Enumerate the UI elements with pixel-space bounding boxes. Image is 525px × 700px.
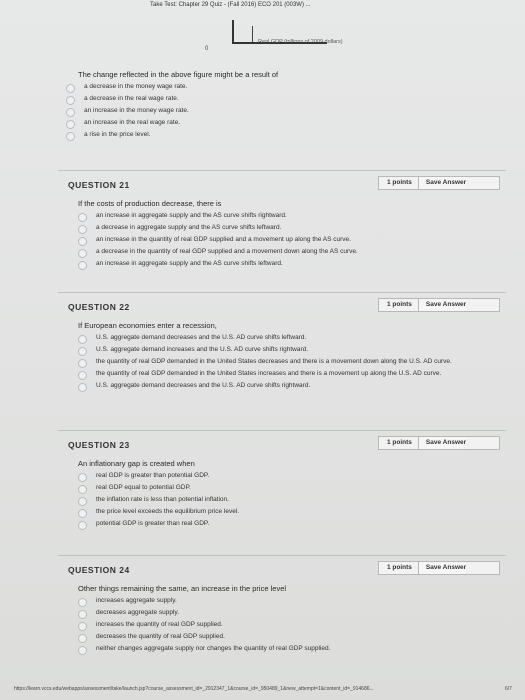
figure-y-axis [232, 20, 234, 42]
answer-option-label: real GDP is greater than potential GDP. [96, 472, 210, 479]
question-20-options [66, 83, 466, 141]
answer-options [78, 597, 506, 655]
answer-option-label: increases aggregate supply. [96, 597, 177, 604]
points-label: 1 points [379, 437, 419, 449]
answer-option[interactable] [78, 358, 506, 368]
answer-option[interactable] [78, 346, 506, 356]
question-text: An inflationary gap is created when [78, 459, 195, 468]
points-label: 1 points [379, 562, 419, 574]
answer-option-label: neither changes aggregate supply nor changes the quantity of real GDP supplied. [96, 645, 331, 652]
radio-button[interactable] [78, 509, 87, 518]
radio-button[interactable] [78, 371, 87, 380]
answer-option[interactable] [78, 496, 506, 506]
radio-button[interactable] [66, 120, 75, 129]
answer-option-label: an increase in aggregate supply and the AS curve shifts rightward. [96, 212, 287, 219]
question-24 [58, 555, 506, 657]
answer-option-label: U.S. aggregate demand decreases and the U.S. AD curve shifts leftward. [96, 334, 307, 341]
answer-option-label: a decrease in the quantity of real GDP supplied and a movement down along the AS curve. [96, 248, 358, 255]
answer-option[interactable] [78, 334, 506, 344]
page-header-title: Take Test: Chapter 29 Quiz - (Fall 2016) ECO 201 (003W) ... [150, 2, 311, 8]
question-text: If European economies enter a recession, [78, 321, 217, 330]
radio-button[interactable] [78, 359, 87, 368]
answer-option-label: U.S. aggregate demand decreases and the U.S. AD curve shifts rightward. [96, 382, 311, 389]
radio-button[interactable] [66, 108, 75, 117]
radio-button[interactable] [78, 485, 87, 494]
radio-button[interactable] [78, 213, 87, 222]
question-header [58, 556, 506, 578]
radio-button[interactable] [66, 132, 75, 141]
question-20-body [66, 70, 466, 143]
answer-option[interactable] [66, 83, 466, 93]
question-body [58, 453, 506, 530]
radio-button[interactable] [66, 84, 75, 93]
radio-button[interactable] [78, 622, 87, 631]
answer-option[interactable] [78, 520, 506, 530]
answer-option[interactable] [78, 645, 506, 655]
answer-option-label: a decrease in the real wage rate. [84, 95, 179, 102]
answer-option[interactable] [78, 382, 506, 392]
answer-options [78, 472, 506, 530]
question-number: QUESTION 24 [68, 565, 130, 575]
print-footer-url: https://learn.vccs.edu/webapps/assessment/take/launch.jsp?course_assessment_id=_2912347_1&course_id=_950489_1&new_attempt=1&content_id=_914686... [14, 686, 374, 692]
radio-button[interactable] [78, 473, 87, 482]
points-label: 1 points [379, 299, 419, 311]
question-23 [58, 430, 506, 532]
answer-option-label: potential GDP is greater than real GDP. [96, 520, 210, 527]
radio-button[interactable] [78, 646, 87, 655]
radio-button[interactable] [78, 610, 87, 619]
question-header [58, 171, 506, 193]
answer-option[interactable] [66, 95, 466, 105]
answer-option[interactable] [78, 609, 506, 619]
radio-button[interactable] [78, 237, 87, 246]
radio-button[interactable] [78, 497, 87, 506]
question-number: QUESTION 22 [68, 302, 130, 312]
points-save-box [378, 436, 500, 450]
answer-option-label: decreases aggregate supply. [96, 609, 179, 616]
answer-option-label: the quantity of real GDP demanded in the United States decreases and there is a movement down along the U.S. AD curve. [96, 358, 452, 365]
answer-option-label: a decrease in the money wage rate. [84, 83, 188, 90]
answer-option-label: a decrease in aggregate supply and the AS curve shifts leftward. [96, 224, 282, 231]
figure-origin-label: 0 [205, 46, 209, 52]
answer-option[interactable] [78, 260, 506, 270]
radio-button[interactable] [78, 347, 87, 356]
answer-option-label: an increase in the quantity of real GDP supplied and a movement up along the AS curve. [96, 236, 351, 243]
save-answer-button[interactable]: Save Answer [419, 562, 466, 574]
answer-option[interactable] [78, 508, 506, 518]
question-text: If the costs of production decrease, there is [78, 199, 222, 208]
answer-option-label: an increase in aggregate supply and the AS curve shifts leftward. [96, 260, 283, 267]
answer-option[interactable] [78, 484, 506, 494]
question-body [58, 315, 506, 392]
radio-button[interactable] [78, 521, 87, 530]
answer-option-label: an increase in the real wage rate. [84, 119, 181, 126]
figure-vertical-line [252, 26, 253, 42]
answer-option[interactable] [78, 212, 506, 222]
question-number: QUESTION 21 [68, 180, 130, 190]
radio-button[interactable] [78, 249, 87, 258]
save-answer-button[interactable]: Save Answer [419, 437, 466, 449]
points-label: 1 points [379, 177, 419, 189]
answer-option[interactable] [66, 107, 466, 117]
answer-option[interactable] [78, 236, 506, 246]
print-footer-page: 6/7 [505, 686, 512, 692]
answer-option-label: real GDP equal to potential GDP. [96, 484, 191, 491]
answer-option[interactable] [78, 472, 506, 482]
question-header [58, 293, 506, 315]
answer-option[interactable] [78, 633, 506, 643]
answer-option-label: U.S. aggregate demand increases and the U.S. AD curve shifts rightward. [96, 346, 309, 353]
question-body [58, 578, 506, 655]
question-number: QUESTION 23 [68, 440, 130, 450]
radio-button[interactable] [78, 598, 87, 607]
radio-button[interactable] [78, 383, 87, 392]
answer-option[interactable] [78, 597, 506, 607]
answer-option-label: an increase in the money wage rate. [84, 107, 189, 114]
answer-option[interactable] [78, 621, 506, 631]
question-header [58, 431, 506, 453]
figure-graph [205, 16, 345, 56]
answer-option-label: the quantity of real GDP demanded in the United States increases and there is a movement up along the U.S. AD curve. [96, 370, 442, 377]
points-save-box [378, 176, 500, 190]
question-body [58, 193, 506, 270]
answer-option-label: the inflation rate is less than potential inflation. [96, 496, 229, 503]
answer-options [78, 212, 506, 270]
answer-option-label: decreases the quantity of real GDP supplied. [96, 633, 225, 640]
answer-options [78, 334, 506, 392]
radio-button[interactable] [78, 335, 87, 344]
answer-option-label: increases the quantity of real GDP supplied. [96, 621, 223, 628]
radio-button[interactable] [78, 225, 87, 234]
points-save-box [378, 298, 500, 312]
question-22 [58, 292, 506, 394]
points-save-box [378, 561, 500, 575]
question-text: Other things remaining the same, an increase in the price level [78, 584, 287, 593]
answer-option[interactable] [66, 131, 466, 141]
answer-option-label: the price level exceeds the equilibrium price level. [96, 508, 240, 515]
answer-option[interactable] [78, 224, 506, 234]
radio-button[interactable] [78, 634, 87, 643]
save-answer-button[interactable]: Save Answer [419, 299, 466, 311]
radio-button[interactable] [78, 261, 87, 270]
radio-button[interactable] [66, 96, 75, 105]
figure-x-label: Real GDP (trillions of 2009 dollars) [258, 39, 343, 45]
question-21 [58, 170, 506, 272]
answer-option[interactable] [78, 370, 506, 380]
question-20-text: The change reflected in the above figure might be a result of [78, 70, 279, 79]
answer-option[interactable] [78, 248, 506, 258]
answer-option-label: a rise in the price level. [84, 131, 151, 138]
answer-option[interactable] [66, 119, 466, 129]
save-answer-button[interactable]: Save Answer [419, 177, 466, 189]
